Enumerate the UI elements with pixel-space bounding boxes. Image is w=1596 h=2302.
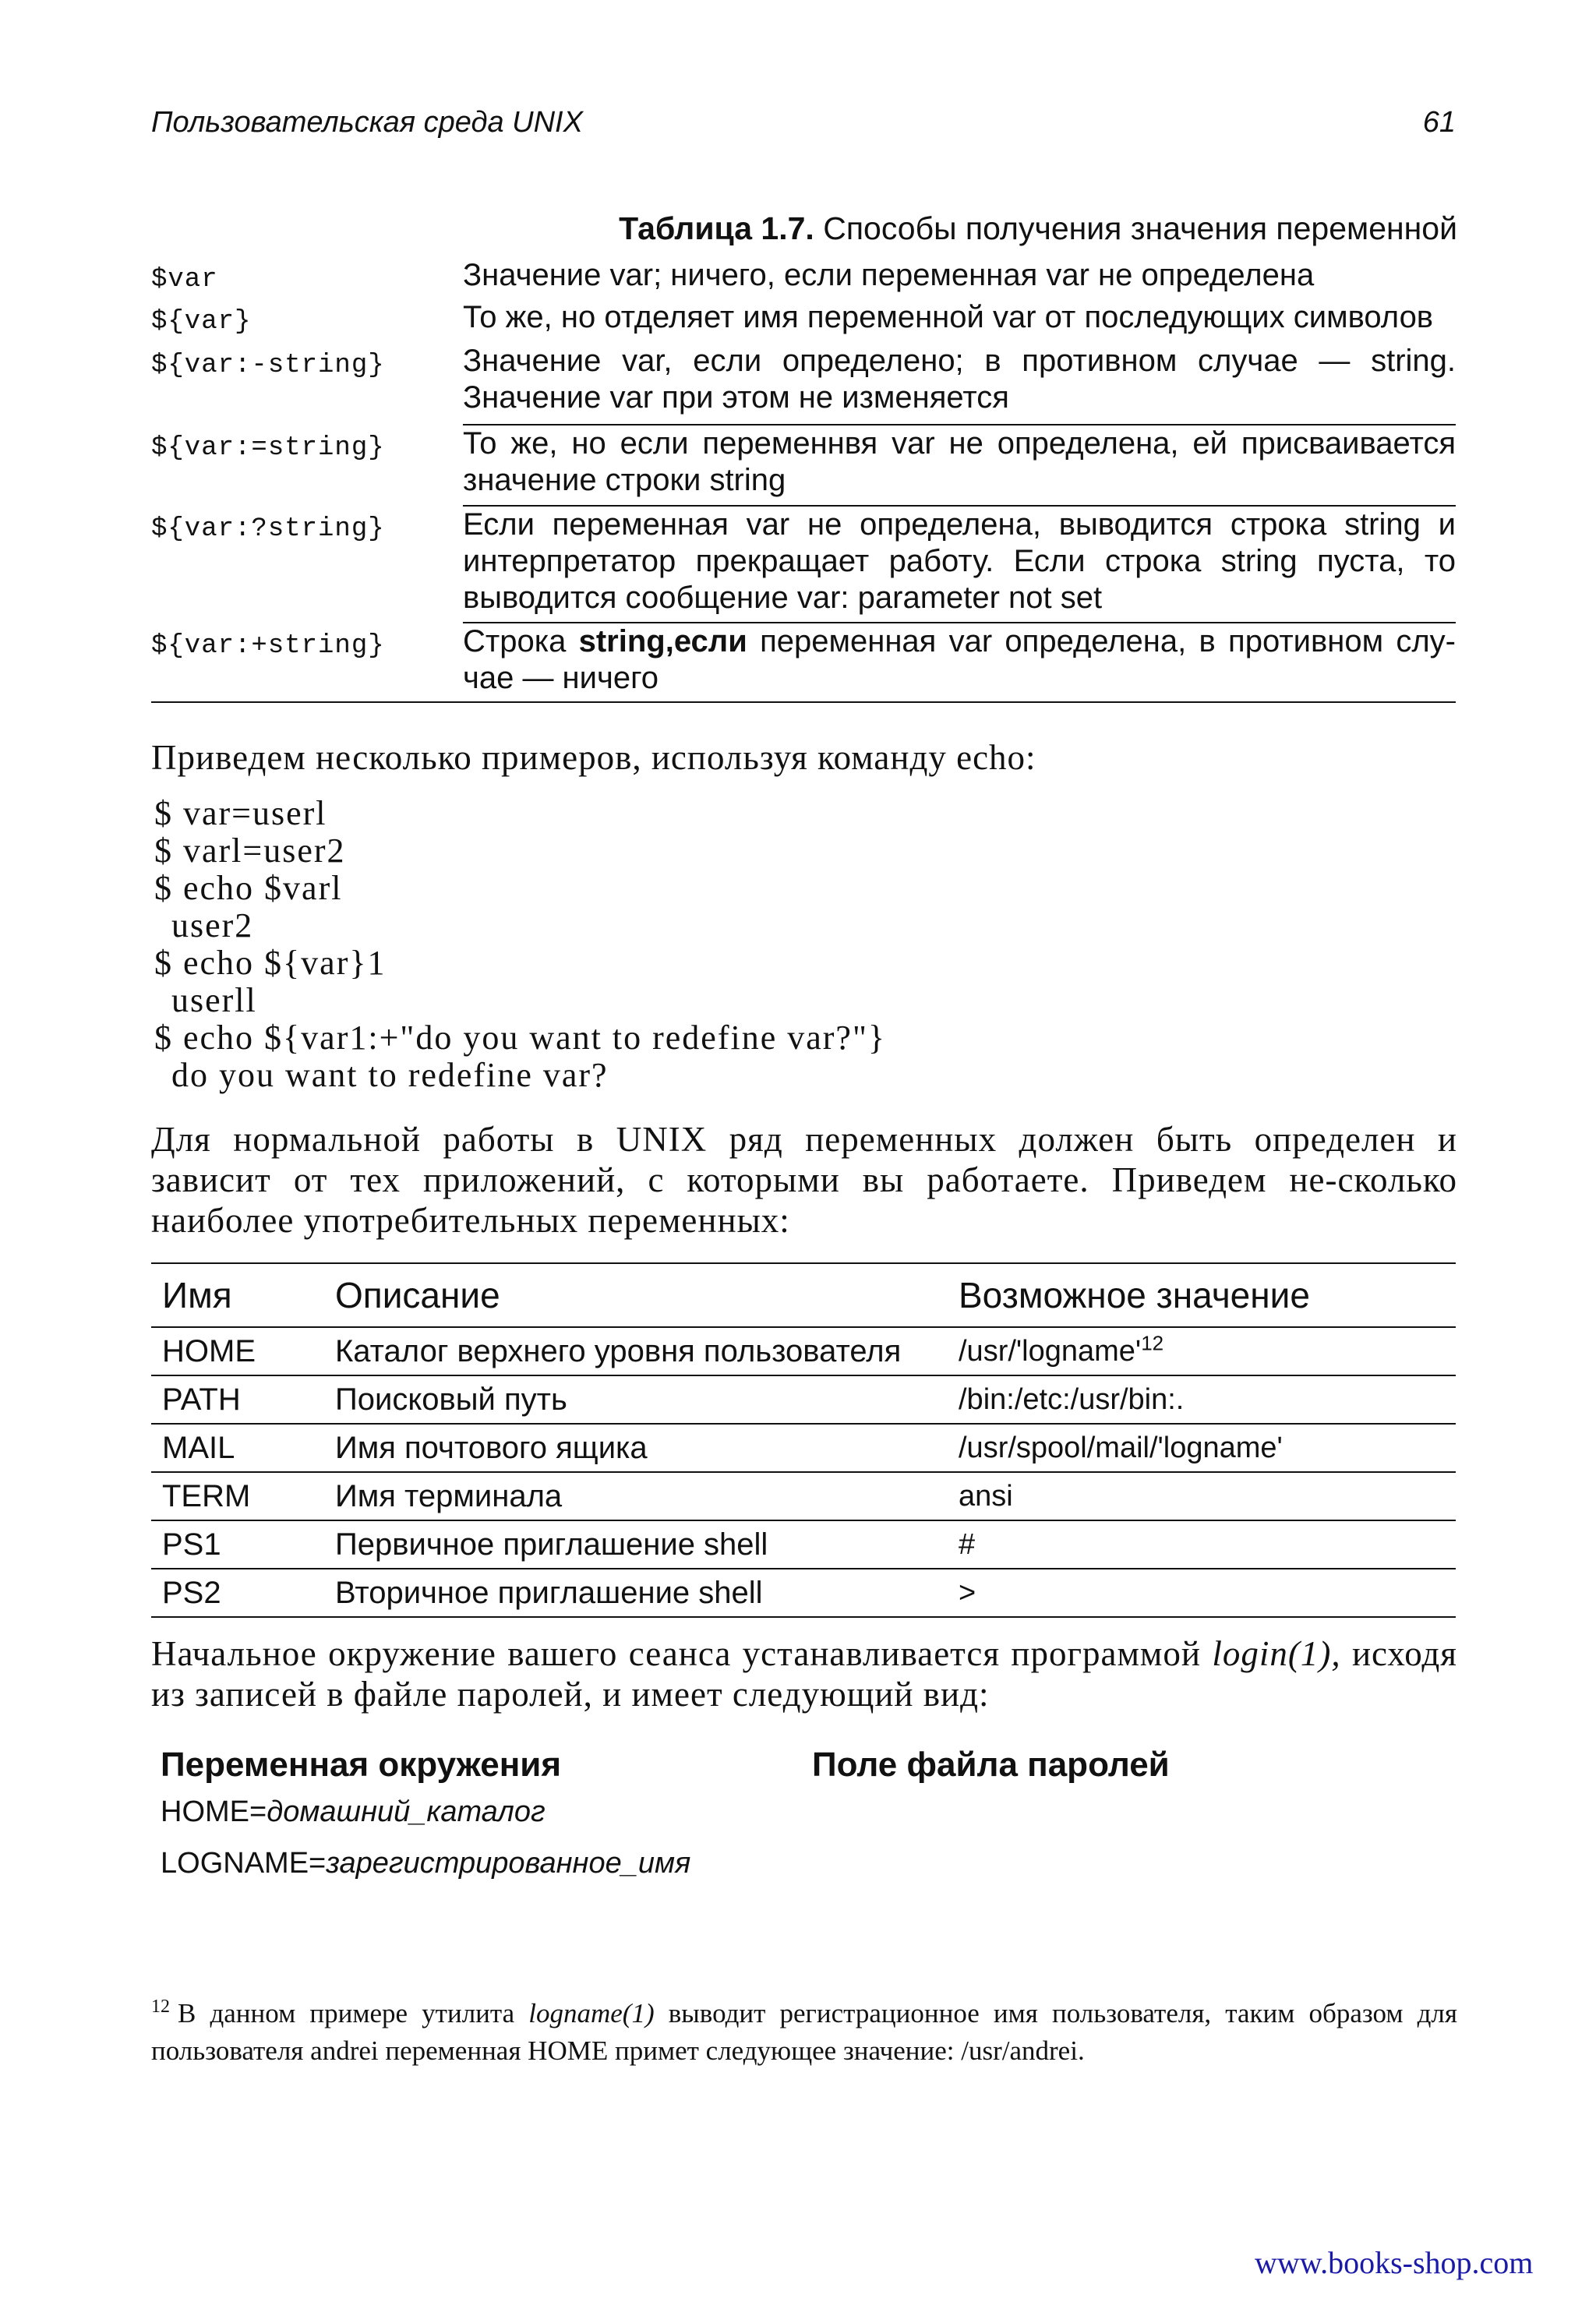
var-name-cell: PS1 <box>162 1527 221 1562</box>
table-row <box>151 1473 1456 1521</box>
var-name-cell: PS2 <box>162 1575 221 1610</box>
footnote-ref[interactable]: 12 <box>1141 1330 1164 1354</box>
table-caption-text: Способы получения значения переменной <box>823 210 1457 246</box>
table-caption-label: Таблица 1.7. <box>619 210 814 246</box>
env-line-home <box>161 1795 546 1829</box>
var-value-cell: /usr/spool/mail/'logname' <box>959 1431 1283 1464</box>
code-line: $ echo $varl <box>154 869 343 907</box>
unix-vars-paragraph: Для нормальной работы в UNIX ряд переменных должен быть определен и зависит от тех приложений, с которыми вы работаете. Приведем не-сколько наиболее употребительных переменных: <box>151 1120 1457 1240</box>
table-row <box>151 425 1456 507</box>
var-description-cell: Каталог верхнего уровня пользователя <box>335 1333 902 1368</box>
table-row <box>151 257 1456 299</box>
footnote <box>151 1995 1457 2070</box>
description-text: Строка <box>463 624 579 658</box>
table-row <box>151 507 1456 623</box>
website-link[interactable]: www.books-shop.com <box>1255 2245 1534 2280</box>
var-name-cell: HOME <box>162 1333 256 1368</box>
footnote-mark: 12 <box>151 1997 170 2018</box>
value-methods-table <box>151 257 1456 703</box>
code-line: $ echo ${var1:+"do you want to redefine var?"} <box>154 1019 887 1057</box>
table-row <box>151 343 1456 425</box>
table-row <box>151 1376 1456 1425</box>
page-number: 61 <box>1422 106 1456 139</box>
table-header-row <box>151 1264 1456 1328</box>
table-bottom-rule <box>151 701 1456 703</box>
var-name-cell: TERM <box>162 1478 251 1513</box>
var-name-cell: MAIL <box>162 1430 235 1465</box>
footnote-text: В данном примере утилита <box>178 1998 529 2028</box>
paragraph-text: исходя из записей в файле паролей, и имеет следующий вид: <box>151 1634 1458 1714</box>
env-var-name: HOME= <box>161 1795 267 1828</box>
code-line: $ echo ${var}1 <box>154 944 387 982</box>
description-cell: То же, но отделяет имя переменной var от последующих символов <box>463 300 1434 334</box>
login-paragraph <box>151 1633 1457 1714</box>
syntax-cell: ${var:-string} <box>151 351 385 380</box>
column-header-description: Описание <box>335 1275 500 1315</box>
table-row <box>151 623 1456 703</box>
description-emphasis: string,если <box>578 624 747 658</box>
command-reference: login(1), <box>1212 1634 1341 1673</box>
table-row <box>151 1521 1456 1569</box>
code-line: $ varl=user2 <box>154 831 346 870</box>
table-row <box>151 1425 1456 1473</box>
var-value-cell: # <box>959 1527 976 1561</box>
env-var-value: зарегистрированное_имя <box>326 1847 691 1880</box>
var-value-cell: /bin:/etc:/usr/bin:. <box>959 1382 1185 1416</box>
code-line: $ var=userl <box>154 794 327 832</box>
code-output-line: do you want to redefine var? <box>171 1056 609 1094</box>
paragraph-text: Начальное окружение вашего сеанса устанавливается программой <box>151 1634 1213 1673</box>
env-line-logname <box>161 1847 690 1880</box>
var-value-cell: ansi <box>959 1479 1013 1513</box>
code-output-line: userll <box>171 981 257 1019</box>
env-var-name: LOGNAME= <box>161 1847 327 1880</box>
env-variable-header: Переменная окружения <box>161 1746 561 1784</box>
syntax-cell: $var <box>151 265 218 295</box>
var-value-text: /usr/'logname' <box>959 1334 1142 1368</box>
examples-intro-paragraph: Приведем несколько примеров, используя команду echo: <box>151 738 1036 777</box>
description-cell: Значение var, если определено; в противном случае — string. Значение var при этом не изменяется <box>463 344 1456 415</box>
column-header-value: Возможное значение <box>959 1275 1310 1315</box>
env-var-value: домашний_каталог <box>267 1795 546 1828</box>
var-name-cell: PATH <box>162 1382 241 1417</box>
password-field-header: Поле файла паролей <box>812 1746 1170 1784</box>
var-description-cell: Имя почтового ящика <box>335 1430 648 1465</box>
table-row <box>151 1328 1456 1376</box>
var-value-cell <box>959 1330 1456 1368</box>
var-description-cell: Имя терминала <box>335 1478 563 1513</box>
description-cell: Если переменная var не определена, выводится строка string и интерпретатор прекращает работу. Если строка string пуста, то выводится сообщение var: parameter not set <box>463 507 1456 615</box>
syntax-cell: ${var:+string} <box>151 631 385 661</box>
code-example <box>154 795 886 1094</box>
description-cell <box>463 623 1456 703</box>
description-text: переменная var определена, в противном слу-чае — ничего <box>463 624 1456 695</box>
variables-table <box>151 1262 1456 1618</box>
command-reference: logname(1) <box>528 1998 655 2028</box>
description-cell: Значение var; ничего, если переменная var не определена <box>463 258 1315 292</box>
syntax-cell: ${var:=string} <box>151 433 385 463</box>
table-caption <box>608 210 1457 247</box>
code-output-line: user2 <box>171 906 254 944</box>
var-description-cell: Первичное приглашение shell <box>335 1527 768 1562</box>
var-description-cell: Вторичное приглашение shell <box>335 1575 763 1610</box>
column-header-name: Имя <box>162 1275 232 1315</box>
var-value-cell: > <box>959 1576 976 1609</box>
var-description-cell: Поисковый путь <box>335 1382 567 1417</box>
footnote-text: выводит регистрационное имя пользователя, таким образом для пользователя andrei переменная HOME примет следующее значение: /usr/andrei. <box>151 1998 1457 2066</box>
table-row <box>151 1569 1456 1618</box>
description-cell: То же, но если переменнвя var не определена, ей присваивается значение строки string <box>463 426 1456 497</box>
syntax-cell: ${var:?string} <box>151 514 385 544</box>
syntax-cell: ${var} <box>151 307 252 337</box>
table-row <box>151 299 1456 343</box>
running-title: Пользовательская среда UNIX <box>151 106 583 139</box>
